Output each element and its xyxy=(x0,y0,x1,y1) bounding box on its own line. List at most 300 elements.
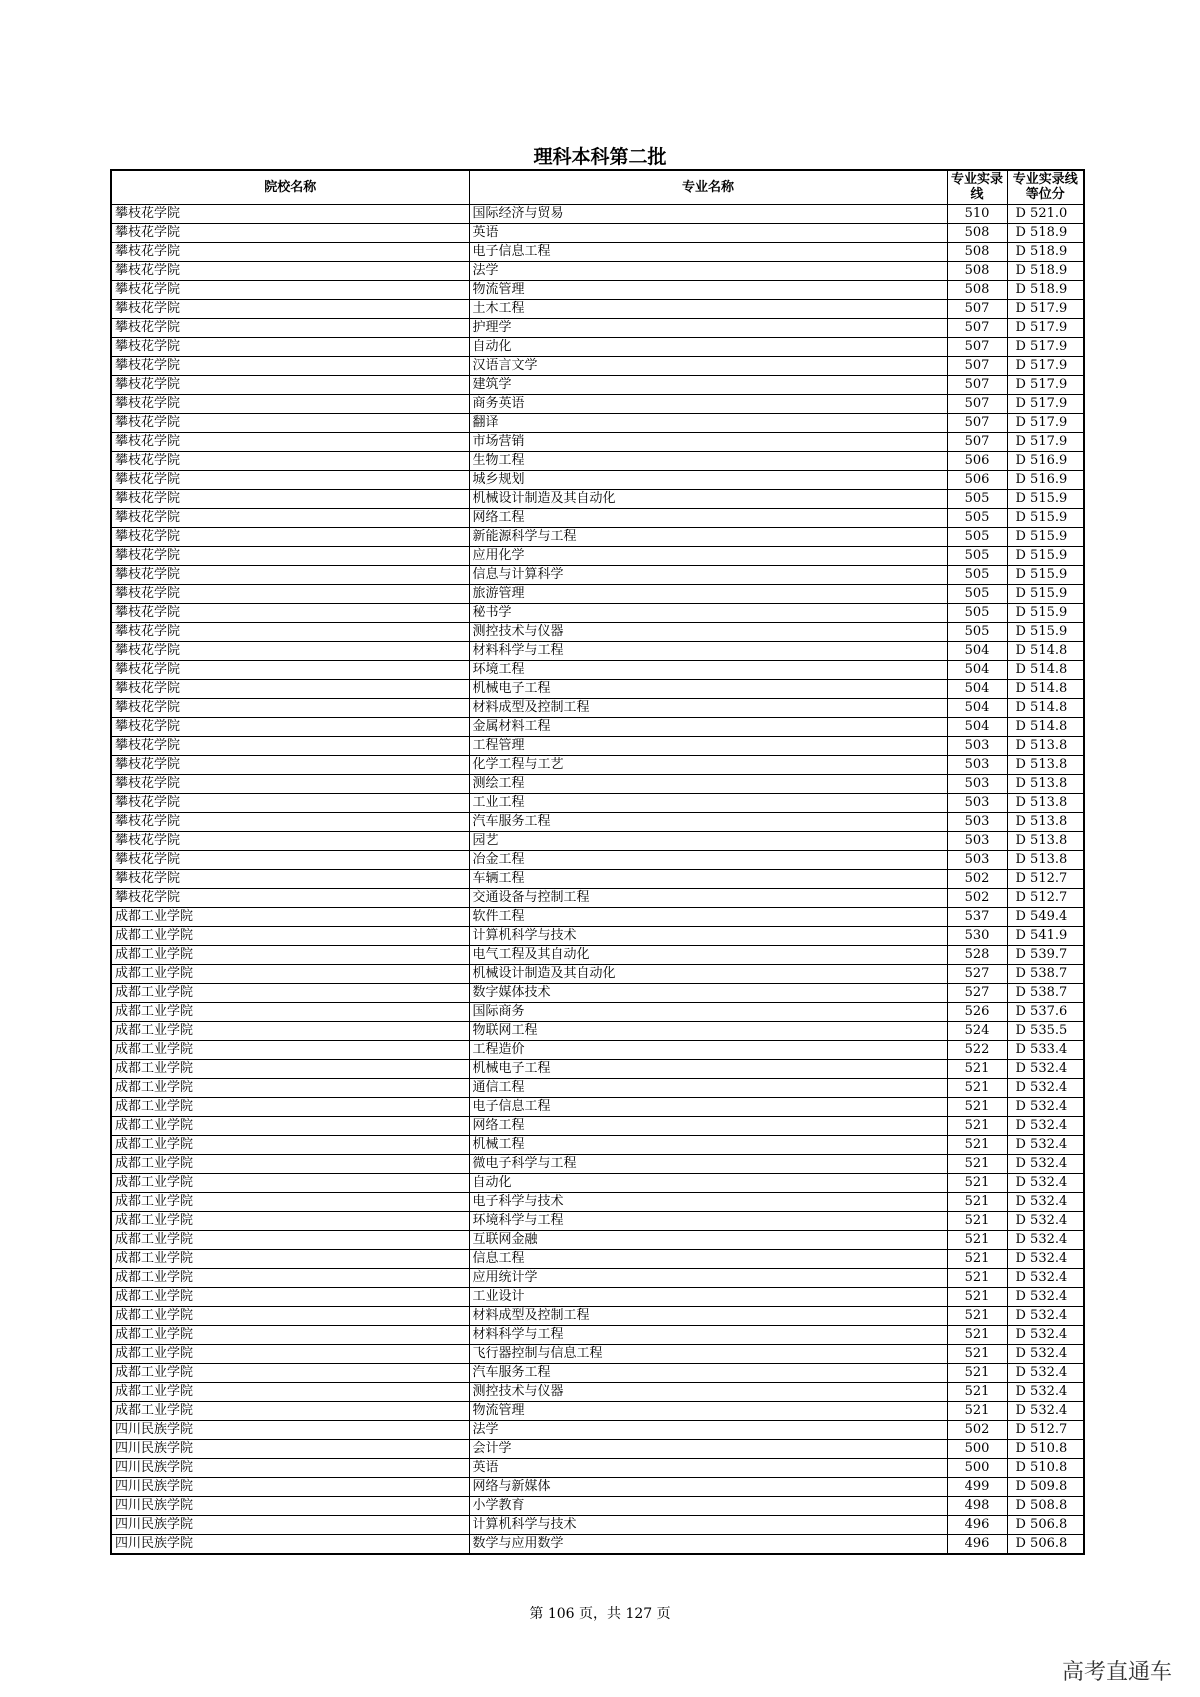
rank-cell: D 509.8 xyxy=(1007,1477,1084,1496)
rank-cell: D 517.9 xyxy=(1007,394,1084,413)
major-cell: 旅游管理 xyxy=(469,584,947,603)
table-row xyxy=(111,1401,1084,1420)
major-cell: 材料科学与工程 xyxy=(469,1325,947,1344)
table-row xyxy=(111,641,1084,660)
score-cell: 524 xyxy=(947,1021,1007,1040)
table-row xyxy=(111,223,1084,242)
table-row xyxy=(111,1230,1084,1249)
rank-cell: D 513.8 xyxy=(1007,793,1084,812)
school-cell: 攀枝花学院 xyxy=(111,451,469,470)
rank-cell: D 515.9 xyxy=(1007,565,1084,584)
score-cell: 521 xyxy=(947,1287,1007,1306)
table-row xyxy=(111,1021,1084,1040)
table-row xyxy=(111,1344,1084,1363)
major-cell: 物流管理 xyxy=(469,280,947,299)
table-row xyxy=(111,470,1084,489)
major-cell: 网络工程 xyxy=(469,508,947,527)
table-row xyxy=(111,565,1084,584)
school-cell: 成都工业学院 xyxy=(111,1173,469,1192)
score-cell: 502 xyxy=(947,869,1007,888)
score-cell: 507 xyxy=(947,318,1007,337)
major-cell: 飞行器控制与信息工程 xyxy=(469,1344,947,1363)
major-cell: 会计学 xyxy=(469,1439,947,1458)
score-cell: 521 xyxy=(947,1192,1007,1211)
table-row xyxy=(111,1325,1084,1344)
rank-cell: D 517.9 xyxy=(1007,375,1084,394)
table-row xyxy=(111,489,1084,508)
major-cell: 计算机科学与技术 xyxy=(469,926,947,945)
school-cell: 成都工业学院 xyxy=(111,1040,469,1059)
rank-cell: D 516.9 xyxy=(1007,470,1084,489)
rank-cell: D 513.8 xyxy=(1007,831,1084,850)
school-cell: 攀枝花学院 xyxy=(111,850,469,869)
score-cell: 521 xyxy=(947,1344,1007,1363)
rank-cell: D 517.9 xyxy=(1007,337,1084,356)
school-cell: 攀枝花学院 xyxy=(111,204,469,223)
table-row xyxy=(111,1382,1084,1401)
major-cell: 化学工程与工艺 xyxy=(469,755,947,774)
rank-cell: D 515.9 xyxy=(1007,622,1084,641)
rank-cell: D 517.9 xyxy=(1007,432,1084,451)
major-cell: 机械工程 xyxy=(469,1135,947,1154)
school-cell: 攀枝花学院 xyxy=(111,318,469,337)
score-cell: 505 xyxy=(947,546,1007,565)
school-cell: 攀枝花学院 xyxy=(111,508,469,527)
major-cell: 互联网金融 xyxy=(469,1230,947,1249)
major-cell: 生物工程 xyxy=(469,451,947,470)
school-cell: 成都工业学院 xyxy=(111,1211,469,1230)
table-row xyxy=(111,261,1084,280)
school-cell: 攀枝花学院 xyxy=(111,641,469,660)
score-cell: 521 xyxy=(947,1211,1007,1230)
major-cell: 信息工程 xyxy=(469,1249,947,1268)
rank-cell: D 508.8 xyxy=(1007,1496,1084,1515)
score-cell: 521 xyxy=(947,1135,1007,1154)
rank-cell: D 532.4 xyxy=(1007,1173,1084,1192)
school-cell: 四川民族学院 xyxy=(111,1534,469,1554)
score-cell: 521 xyxy=(947,1116,1007,1135)
rank-cell: D 512.7 xyxy=(1007,1420,1084,1439)
school-cell: 成都工业学院 xyxy=(111,1059,469,1078)
major-cell: 市场营销 xyxy=(469,432,947,451)
header-major: 专业名称 xyxy=(469,170,947,204)
score-cell: 502 xyxy=(947,1420,1007,1439)
table-row xyxy=(111,698,1084,717)
score-cell: 504 xyxy=(947,698,1007,717)
table-row xyxy=(111,869,1084,888)
table-row xyxy=(111,451,1084,470)
major-cell: 环境工程 xyxy=(469,660,947,679)
school-cell: 攀枝花学院 xyxy=(111,280,469,299)
rank-cell: D 513.8 xyxy=(1007,736,1084,755)
score-cell: 504 xyxy=(947,679,1007,698)
major-cell: 物流管理 xyxy=(469,1401,947,1420)
school-cell: 成都工业学院 xyxy=(111,907,469,926)
score-cell: 521 xyxy=(947,1230,1007,1249)
score-cell: 521 xyxy=(947,1173,1007,1192)
table-row xyxy=(111,945,1084,964)
score-cell: 521 xyxy=(947,1306,1007,1325)
rank-cell: D 532.4 xyxy=(1007,1097,1084,1116)
school-cell: 成都工业学院 xyxy=(111,983,469,1002)
score-cell: 504 xyxy=(947,717,1007,736)
table-row xyxy=(111,1002,1084,1021)
major-cell: 数学与应用数学 xyxy=(469,1534,947,1554)
score-cell: 521 xyxy=(947,1097,1007,1116)
rank-cell: D 532.4 xyxy=(1007,1268,1084,1287)
school-cell: 攀枝花学院 xyxy=(111,565,469,584)
score-cell: 508 xyxy=(947,280,1007,299)
table-row xyxy=(111,1173,1084,1192)
major-cell: 工业工程 xyxy=(469,793,947,812)
rank-cell: D 532.4 xyxy=(1007,1325,1084,1344)
score-cell: 527 xyxy=(947,964,1007,983)
score-cell: 505 xyxy=(947,527,1007,546)
major-cell: 冶金工程 xyxy=(469,850,947,869)
table-row xyxy=(111,660,1084,679)
table-row xyxy=(111,546,1084,565)
rank-cell: D 532.4 xyxy=(1007,1230,1084,1249)
rank-cell: D 541.9 xyxy=(1007,926,1084,945)
score-cell: 503 xyxy=(947,755,1007,774)
major-cell: 工程造价 xyxy=(469,1040,947,1059)
rank-cell: D 532.4 xyxy=(1007,1363,1084,1382)
school-cell: 成都工业学院 xyxy=(111,964,469,983)
rank-cell: D 506.8 xyxy=(1007,1534,1084,1554)
major-cell: 工程管理 xyxy=(469,736,947,755)
major-cell: 小学教育 xyxy=(469,1496,947,1515)
table-row xyxy=(111,1306,1084,1325)
school-cell: 成都工业学院 xyxy=(111,1401,469,1420)
major-cell: 交通设备与控制工程 xyxy=(469,888,947,907)
rank-cell: D 512.7 xyxy=(1007,869,1084,888)
school-cell: 四川民族学院 xyxy=(111,1458,469,1477)
score-cell: 506 xyxy=(947,470,1007,489)
table-row xyxy=(111,1534,1084,1554)
score-cell: 496 xyxy=(947,1515,1007,1534)
major-cell: 电子信息工程 xyxy=(469,242,947,261)
major-cell: 建筑学 xyxy=(469,375,947,394)
major-cell: 土木工程 xyxy=(469,299,947,318)
school-cell: 成都工业学院 xyxy=(111,1116,469,1135)
school-cell: 攀枝花学院 xyxy=(111,793,469,812)
school-cell: 攀枝花学院 xyxy=(111,717,469,736)
rank-cell: D 515.9 xyxy=(1007,527,1084,546)
table-row xyxy=(111,983,1084,1002)
score-cell: 508 xyxy=(947,261,1007,280)
rank-cell: D 515.9 xyxy=(1007,489,1084,508)
school-cell: 攀枝花学院 xyxy=(111,413,469,432)
rank-cell: D 532.4 xyxy=(1007,1382,1084,1401)
header-school: 院校名称 xyxy=(111,170,469,204)
table-row xyxy=(111,1363,1084,1382)
school-cell: 成都工业学院 xyxy=(111,945,469,964)
score-cell: 521 xyxy=(947,1249,1007,1268)
table-row xyxy=(111,1059,1084,1078)
score-cell: 537 xyxy=(947,907,1007,926)
school-cell: 攀枝花学院 xyxy=(111,774,469,793)
rank-cell: D 518.9 xyxy=(1007,223,1084,242)
major-cell: 法学 xyxy=(469,261,947,280)
major-cell: 信息与计算科学 xyxy=(469,565,947,584)
score-cell: 503 xyxy=(947,793,1007,812)
table-row xyxy=(111,603,1084,622)
table-row xyxy=(111,527,1084,546)
table-row xyxy=(111,888,1084,907)
school-cell: 成都工业学院 xyxy=(111,1344,469,1363)
rank-cell: D 513.8 xyxy=(1007,755,1084,774)
school-cell: 成都工业学院 xyxy=(111,1078,469,1097)
score-cell: 507 xyxy=(947,432,1007,451)
rank-cell: D 518.9 xyxy=(1007,261,1084,280)
rank-cell: D 538.7 xyxy=(1007,964,1084,983)
school-cell: 成都工业学院 xyxy=(111,1325,469,1344)
header-rank: 专业实录线等位分 xyxy=(1007,170,1084,204)
major-cell: 电子信息工程 xyxy=(469,1097,947,1116)
admission-table xyxy=(110,169,1085,1555)
table-row xyxy=(111,907,1084,926)
school-cell: 攀枝花学院 xyxy=(111,337,469,356)
school-cell: 攀枝花学院 xyxy=(111,394,469,413)
score-cell: 505 xyxy=(947,489,1007,508)
major-cell: 机械电子工程 xyxy=(469,679,947,698)
score-cell: 530 xyxy=(947,926,1007,945)
school-cell: 四川民族学院 xyxy=(111,1496,469,1515)
major-cell: 测控技术与仪器 xyxy=(469,622,947,641)
table-row xyxy=(111,1192,1084,1211)
score-cell: 504 xyxy=(947,641,1007,660)
score-cell: 521 xyxy=(947,1325,1007,1344)
table-row xyxy=(111,337,1084,356)
rank-cell: D 517.9 xyxy=(1007,299,1084,318)
table-row xyxy=(111,1477,1084,1496)
table-row xyxy=(111,299,1084,318)
school-cell: 成都工业学院 xyxy=(111,1021,469,1040)
major-cell: 电子科学与技术 xyxy=(469,1192,947,1211)
major-cell: 英语 xyxy=(469,1458,947,1477)
rank-cell: D 532.4 xyxy=(1007,1401,1084,1420)
table-row xyxy=(111,242,1084,261)
score-cell: 507 xyxy=(947,413,1007,432)
major-cell: 电气工程及其自动化 xyxy=(469,945,947,964)
major-cell: 应用统计学 xyxy=(469,1268,947,1287)
table-row xyxy=(111,1097,1084,1116)
major-cell: 自动化 xyxy=(469,337,947,356)
score-cell: 505 xyxy=(947,508,1007,527)
score-cell: 510 xyxy=(947,204,1007,223)
rank-cell: D 532.4 xyxy=(1007,1154,1084,1173)
school-cell: 四川民族学院 xyxy=(111,1477,469,1496)
major-cell: 网络工程 xyxy=(469,1116,947,1135)
table-row xyxy=(111,1211,1084,1230)
score-cell: 508 xyxy=(947,223,1007,242)
rank-cell: D 532.4 xyxy=(1007,1344,1084,1363)
table-row xyxy=(111,1078,1084,1097)
table-row xyxy=(111,850,1084,869)
school-cell: 成都工业学院 xyxy=(111,1230,469,1249)
score-cell: 507 xyxy=(947,375,1007,394)
score-cell: 500 xyxy=(947,1458,1007,1477)
school-cell: 攀枝花学院 xyxy=(111,242,469,261)
school-cell: 攀枝花学院 xyxy=(111,736,469,755)
major-cell: 机械电子工程 xyxy=(469,1059,947,1078)
major-cell: 工业设计 xyxy=(469,1287,947,1306)
rank-cell: D 514.8 xyxy=(1007,679,1084,698)
score-cell: 522 xyxy=(947,1040,1007,1059)
major-cell: 网络与新媒体 xyxy=(469,1477,947,1496)
brand-label: 高考直通车 xyxy=(1061,1660,1172,1685)
score-cell: 498 xyxy=(947,1496,1007,1515)
major-cell: 物联网工程 xyxy=(469,1021,947,1040)
school-cell: 攀枝花学院 xyxy=(111,888,469,907)
major-cell: 软件工程 xyxy=(469,907,947,926)
table-row xyxy=(111,812,1084,831)
table-row xyxy=(111,622,1084,641)
table-row xyxy=(111,584,1084,603)
rank-cell: D 514.8 xyxy=(1007,641,1084,660)
table-row xyxy=(111,1420,1084,1439)
school-cell: 攀枝花学院 xyxy=(111,869,469,888)
rank-cell: D 513.8 xyxy=(1007,774,1084,793)
rank-cell: D 532.4 xyxy=(1007,1211,1084,1230)
school-cell: 成都工业学院 xyxy=(111,1249,469,1268)
major-cell: 计算机科学与技术 xyxy=(469,1515,947,1534)
school-cell: 攀枝花学院 xyxy=(111,660,469,679)
rank-cell: D 532.4 xyxy=(1007,1135,1084,1154)
rank-cell: D 513.8 xyxy=(1007,812,1084,831)
school-cell: 攀枝花学院 xyxy=(111,622,469,641)
major-cell: 自动化 xyxy=(469,1173,947,1192)
rank-cell: D 518.9 xyxy=(1007,280,1084,299)
table-row xyxy=(111,717,1084,736)
rank-cell: D 532.4 xyxy=(1007,1059,1084,1078)
major-cell: 汽车服务工程 xyxy=(469,812,947,831)
rank-cell: D 517.9 xyxy=(1007,318,1084,337)
school-cell: 成都工业学院 xyxy=(111,1097,469,1116)
table-row xyxy=(111,413,1084,432)
major-cell: 环境科学与工程 xyxy=(469,1211,947,1230)
rank-cell: D 532.4 xyxy=(1007,1287,1084,1306)
major-cell: 材料成型及控制工程 xyxy=(469,698,947,717)
page-title: 理科本科第二批 xyxy=(533,146,667,168)
table-row xyxy=(111,1040,1084,1059)
table-row xyxy=(111,1458,1084,1477)
major-cell: 汉语言文学 xyxy=(469,356,947,375)
rank-cell: D 532.4 xyxy=(1007,1306,1084,1325)
major-cell: 翻译 xyxy=(469,413,947,432)
major-cell: 通信工程 xyxy=(469,1078,947,1097)
major-cell: 应用化学 xyxy=(469,546,947,565)
rank-cell: D 533.4 xyxy=(1007,1040,1084,1059)
table-row xyxy=(111,1268,1084,1287)
major-cell: 车辆工程 xyxy=(469,869,947,888)
rank-cell: D 517.9 xyxy=(1007,413,1084,432)
rank-cell: D 513.8 xyxy=(1007,850,1084,869)
school-cell: 攀枝花学院 xyxy=(111,584,469,603)
score-cell: 508 xyxy=(947,242,1007,261)
table-row xyxy=(111,1249,1084,1268)
rank-cell: D 510.8 xyxy=(1007,1439,1084,1458)
major-cell: 国际经济与贸易 xyxy=(469,204,947,223)
page-footer: 第 106 页，共 127 页 xyxy=(529,1606,671,1622)
score-cell: 505 xyxy=(947,584,1007,603)
table-row xyxy=(111,964,1084,983)
rank-cell: D 515.9 xyxy=(1007,603,1084,622)
table-row xyxy=(111,1154,1084,1173)
major-cell: 城乡规划 xyxy=(469,470,947,489)
major-cell: 商务英语 xyxy=(469,394,947,413)
rank-cell: D 532.4 xyxy=(1007,1116,1084,1135)
score-cell: 521 xyxy=(947,1059,1007,1078)
school-cell: 成都工业学院 xyxy=(111,1135,469,1154)
major-cell: 园艺 xyxy=(469,831,947,850)
major-cell: 数字媒体技术 xyxy=(469,983,947,1002)
table-header-row xyxy=(111,170,1084,204)
rank-cell: D 532.4 xyxy=(1007,1078,1084,1097)
score-cell: 503 xyxy=(947,812,1007,831)
school-cell: 攀枝花学院 xyxy=(111,356,469,375)
table-row xyxy=(111,280,1084,299)
table-row xyxy=(111,679,1084,698)
score-cell: 505 xyxy=(947,565,1007,584)
table-row xyxy=(111,508,1084,527)
school-cell: 攀枝花学院 xyxy=(111,831,469,850)
major-cell: 汽车服务工程 xyxy=(469,1363,947,1382)
table-row xyxy=(111,774,1084,793)
school-cell: 成都工业学院 xyxy=(111,926,469,945)
table-row xyxy=(111,793,1084,812)
rank-cell: D 549.4 xyxy=(1007,907,1084,926)
table-row xyxy=(111,318,1084,337)
rank-cell: D 515.9 xyxy=(1007,508,1084,527)
major-cell: 机械设计制造及其自动化 xyxy=(469,964,947,983)
rank-cell: D 539.7 xyxy=(1007,945,1084,964)
table-row xyxy=(111,755,1084,774)
school-cell: 四川民族学院 xyxy=(111,1439,469,1458)
school-cell: 成都工业学院 xyxy=(111,1002,469,1021)
score-cell: 526 xyxy=(947,1002,1007,1021)
score-cell: 503 xyxy=(947,850,1007,869)
table-row xyxy=(111,204,1084,223)
school-cell: 成都工业学院 xyxy=(111,1192,469,1211)
rank-cell: D 537.6 xyxy=(1007,1002,1084,1021)
score-cell: 521 xyxy=(947,1401,1007,1420)
score-cell: 507 xyxy=(947,337,1007,356)
table-row xyxy=(111,1116,1084,1135)
score-cell: 521 xyxy=(947,1268,1007,1287)
rank-cell: D 514.8 xyxy=(1007,717,1084,736)
score-cell: 505 xyxy=(947,603,1007,622)
school-cell: 攀枝花学院 xyxy=(111,812,469,831)
rank-cell: D 535.5 xyxy=(1007,1021,1084,1040)
school-cell: 成都工业学院 xyxy=(111,1287,469,1306)
table-row xyxy=(111,831,1084,850)
rank-cell: D 514.8 xyxy=(1007,660,1084,679)
school-cell: 攀枝花学院 xyxy=(111,432,469,451)
score-cell: 507 xyxy=(947,299,1007,318)
major-cell: 测绘工程 xyxy=(469,774,947,793)
school-cell: 成都工业学院 xyxy=(111,1306,469,1325)
rank-cell: D 532.4 xyxy=(1007,1192,1084,1211)
major-cell: 秘书学 xyxy=(469,603,947,622)
major-cell: 金属材料工程 xyxy=(469,717,947,736)
score-cell: 521 xyxy=(947,1382,1007,1401)
major-cell: 测控技术与仪器 xyxy=(469,1382,947,1401)
school-cell: 攀枝花学院 xyxy=(111,375,469,394)
school-cell: 攀枝花学院 xyxy=(111,546,469,565)
school-cell: 攀枝花学院 xyxy=(111,261,469,280)
table-row xyxy=(111,432,1084,451)
